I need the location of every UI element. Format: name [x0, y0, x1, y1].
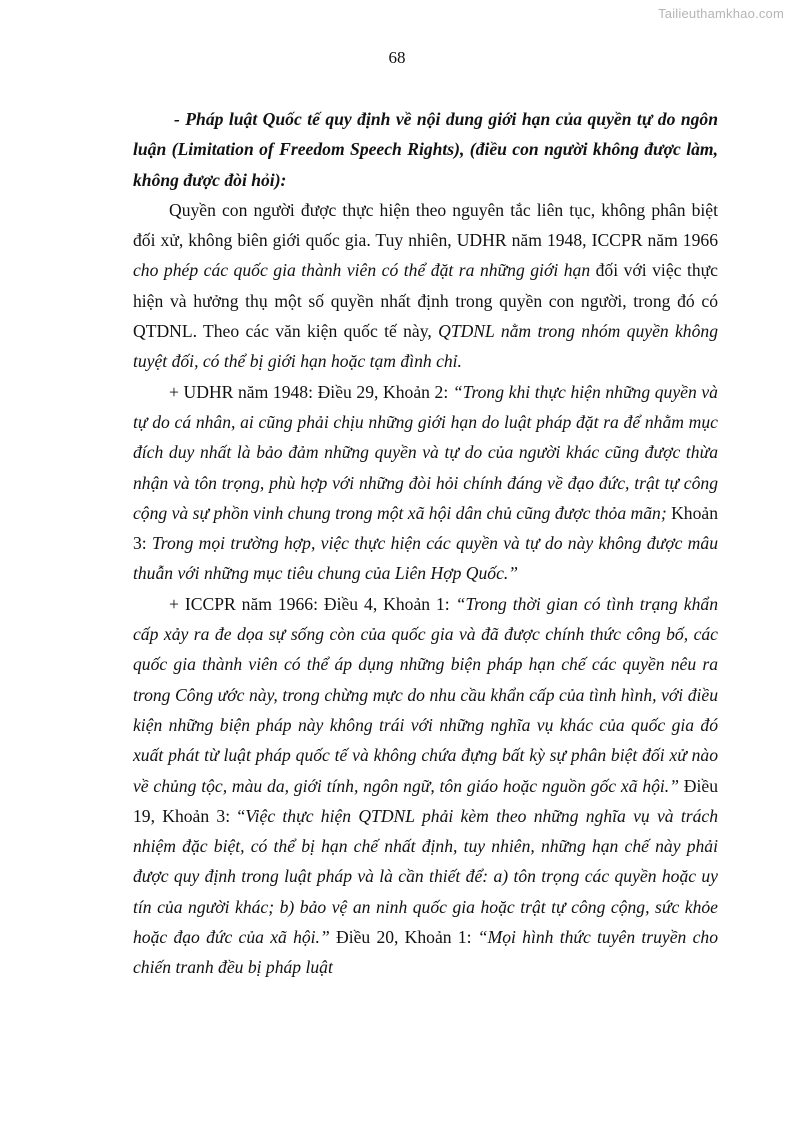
text-run: đối với việc thực hiện và hưởng thụ một số quyền nhất định trong quyền con người, trong đó có QTDNL. Theo các văn kiện quốc tế này,	[133, 260, 718, 342]
text-run: + UDHR năm 1948: Điều 29, Khoản 2:	[169, 381, 453, 402]
text-run: Khoản 3:	[133, 502, 718, 554]
section-heading: - Pháp luật Quốc tế quy định về nội dung giới hạn của quyền tự do ngôn luận (Limitation of Freedom Speech Rights), (điều con người không được làm, không được đòi hỏi):	[133, 109, 718, 190]
paragraph-principles	[133, 195, 718, 377]
italic-run: QTDNL nằm trong nhóm quyền không tuyệt đối, có thể bị giới hạn hoặc tạm đình chỉ.	[133, 321, 718, 372]
quote-run: Việc thực hiện QTDNL phải kèm theo những nghĩa vụ và trách nhiệm đặc biệt, có thể bị hạn chế nhất định, tuy nhiên, những hạn chế này phải được quy định trong luật pháp và là cần thiết để: a) tôn trọng các quyền hoặc uy tín của người khác; b) bảo vệ an ninh quốc gia hoặc trật tự công cộng, sức khỏe hoặc đạo đức của xã hội.”	[133, 805, 718, 948]
text-run: Điều 20, Khoản 1:	[329, 927, 478, 948]
italic-run: cho phép các quốc gia thành viên có thể đặt ra những giới hạn	[133, 260, 591, 281]
quote-run: “Trong khi thực hiện những quyền và tự do cá nhân, ai cũng phải chịu những giới hạn do luật pháp đặt ra để nhằm mục đích duy nhất là bảo đảm những quyền và tự do của người khác cũng được thừa nhận và tôn trọng, phù hợp với những đòi hỏi chính đáng về đạo đức, trật tự công cộng và sự phồn vinh chung trong một xã hội dân chủ cũng được thỏa mãn;	[133, 381, 718, 523]
paragraph-iccpr	[133, 589, 718, 983]
quote-run: “Mọi hình thức tuyên truyền cho chiến tranh đều bị pháp luật	[133, 927, 718, 978]
text-run: Điều 19, Khoản 3: “	[133, 775, 718, 826]
paragraph-udhr	[133, 377, 718, 589]
document-body	[133, 104, 718, 983]
text-run: Quyền con người được thực hiện theo nguyên tắc liên tục, không phân biệt đối xử, không biên giới quốc gia. Tuy nhiên, UDHR năm 1948, ICCPR năm 1966	[133, 199, 718, 251]
quote-run: Trong mọi trường hợp, việc thực hiện các quyền và tự do này không được mâu thuẫn với những mục tiêu chung của Liên Hợp Quốc.”	[133, 533, 718, 584]
quote-run: “Trong thời gian có tình trạng khẩn cấp xảy ra đe dọa sự sống còn của quốc gia và đã được chính thức công bố, các quốc gia thành viên có thể áp dụng những biện pháp hạn chế các quyền nêu ra trong Công ước này, trong chừng mực do nhu cầu khẩn cấp của tình hình, với điều kiện những biện pháp này không trái với những nghĩa vụ khác của quốc gia đó xuất phát từ luật pháp quốc tế và không chứa đựng bất kỳ sự phân biệt đối xử nào về chủng tộc, màu da, giới tính, ngôn ngữ, tôn giáo hoặc nguồn gốc xã hội.”	[133, 593, 718, 796]
text-run: + ICCPR năm 1966: Điều 4, Khoản 1:	[169, 593, 456, 614]
watermark: Tailieuthamkhao.com	[658, 6, 784, 21]
page-number: 68	[388, 48, 406, 67]
